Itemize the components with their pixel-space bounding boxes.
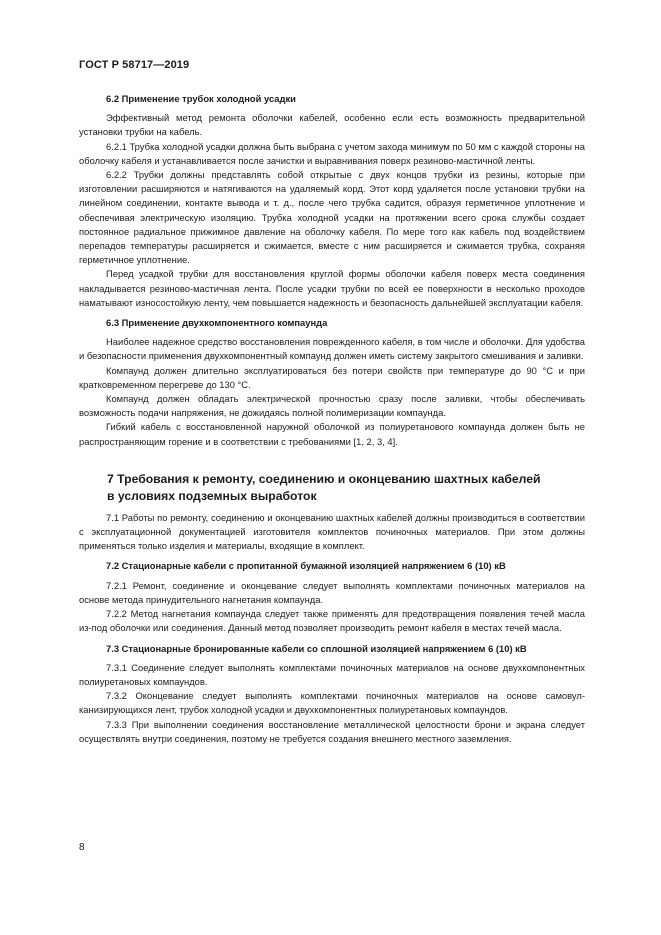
paragraph: 7.1 Работы по ремонту, соединению и оконцеванию шахтных кабелей должны производиться в соответствии с эксплуатационной документацией изготовителя комплектов починочных материалов. При этом должны применяться только изделия и материалы, входящие в комплект.: [79, 511, 585, 552]
paragraph: Перед усадкой трубки для восстановления круглой формы оболочки кабеля поверх места соединения накладывается резиново-мастичная лента. После усадки трубки по всей ее поверхности в несколько проходов наматывают износостойкую ленту, чем повышается надежность и безопасность дальнейшей эксплуатации кабеля.: [79, 268, 585, 308]
paragraph: 7.3.1 Соединение следует выполнять комплектами починочных материалов на основе двухкомпонентных полиуретановых компаундов.: [79, 661, 585, 687]
paragraph: Компаунд должен обладать электрической прочностью сразу после заливки, чтобы обеспечивать возможность подачи напряжения, не дожидаясь полной полимеризации компаунда.: [79, 393, 585, 419]
paragraph: 6.2.1 Трубка холодной усадки должна быть выбрана с учетом захода минимум по 50 мм с каждой стороны на оболочку кабеля и устанавливается после зачистки и выравнивания поверх резиново-мастичной ленты.: [79, 140, 585, 166]
paragraph: 7.2.2 Метод нагнетания компаунда следует также применять для предотвращения появления течей масла из-под оболочки или соединения. Данный метод позволяет производить ремонт кабеля в местах течей масла.: [79, 608, 585, 634]
page-number: 8: [79, 842, 85, 853]
chapter-heading-line: 7 Требования к ремонту, соединению и оконцеванию шахтных кабелей: [107, 471, 541, 486]
chapter-heading-line: в условиях подземных выработок: [107, 488, 317, 503]
paragraph: 7.3.3 При выполнении соединения восстановление металлической целостности брони и экрана следует осуществлять внутри соединения, поэтому не требуется создания внешнего местного заземления.: [79, 718, 585, 744]
paragraph: 6.2.2 Трубки должны представлять собой открытые с двух концов трубки из резины, которые при изготовлении расширяются и натягиваются на удаляемый корд. Этот корд удаляется после установки трубки на линейном соединении, контакте вывода и т. д., после чего трубка садится, образуя герметичное уплотнение и обеспечивая электрическую изоляцию. Трубка холодной усадки на протяжении всего срока службы создает постоянное радиальное прижимное давление на оболочку кабеля. По мере того как кабель под воздействием перепадов температуры расширяется и сжимается, вместе с ним расширяется и сжимается трубка, сохраняя герметичное уплотнение.: [79, 169, 585, 266]
section-heading-7-2: 7.2 Стационарные кабели с пропитанной бумажной изоляцией напряжением 6 (10) кВ: [106, 560, 506, 572]
paragraph: Гибкий кабель с восстановленной наружной оболочкой из полиуретанового компаунда должен быть не распространяющим горение и в соответствии с требованиями [1, 2, 3, 4].: [79, 421, 585, 447]
paragraph: Наиболее надежное средство восстановления поврежденного кабеля, в том числе и оболочки. Для удобства и безопасности применения двухкомпонентный компаунд должен иметь систему закрытого смешивания и заливки.: [79, 336, 585, 362]
paragraph: 7.3.2 Оконцевание следует выполнять комплектами починочных материалов на основе самовулканизирующихся лент, трубок холодной усадки и двухкомпонентных полиуретановых компаундов.: [79, 690, 585, 716]
paragraph: Эффективный метод ремонта оболочки кабелей, особенно если есть возможность предварительной установки трубки на кабель.: [79, 112, 585, 138]
paragraph: 7.2.1 Ремонт, соединение и оконцевание следует выполнять комплектами починочных материалов на основе метода принудительного нагнетания компаунда.: [79, 579, 585, 605]
section-heading-7-3: 7.3 Стационарные бронированные кабели со сплошной изоляцией напряжением 6 (10) кВ: [106, 642, 527, 654]
document-header: ГОСТ Р 58717—2019: [79, 59, 190, 71]
page-body: [79, 92, 585, 746]
section-heading-6-3: 6.3 Применение двухкомпонентного компаунда: [106, 317, 328, 329]
chapter-heading-7: [107, 471, 585, 505]
section-heading-6-2: 6.2 Применение трубок холодной усадки: [106, 93, 296, 104]
paragraph: Компаунд должен длительно эксплуатироваться без потери свойств при температуре до 90 °С и при кратковременном перегреве до 130 °С.: [79, 364, 585, 390]
